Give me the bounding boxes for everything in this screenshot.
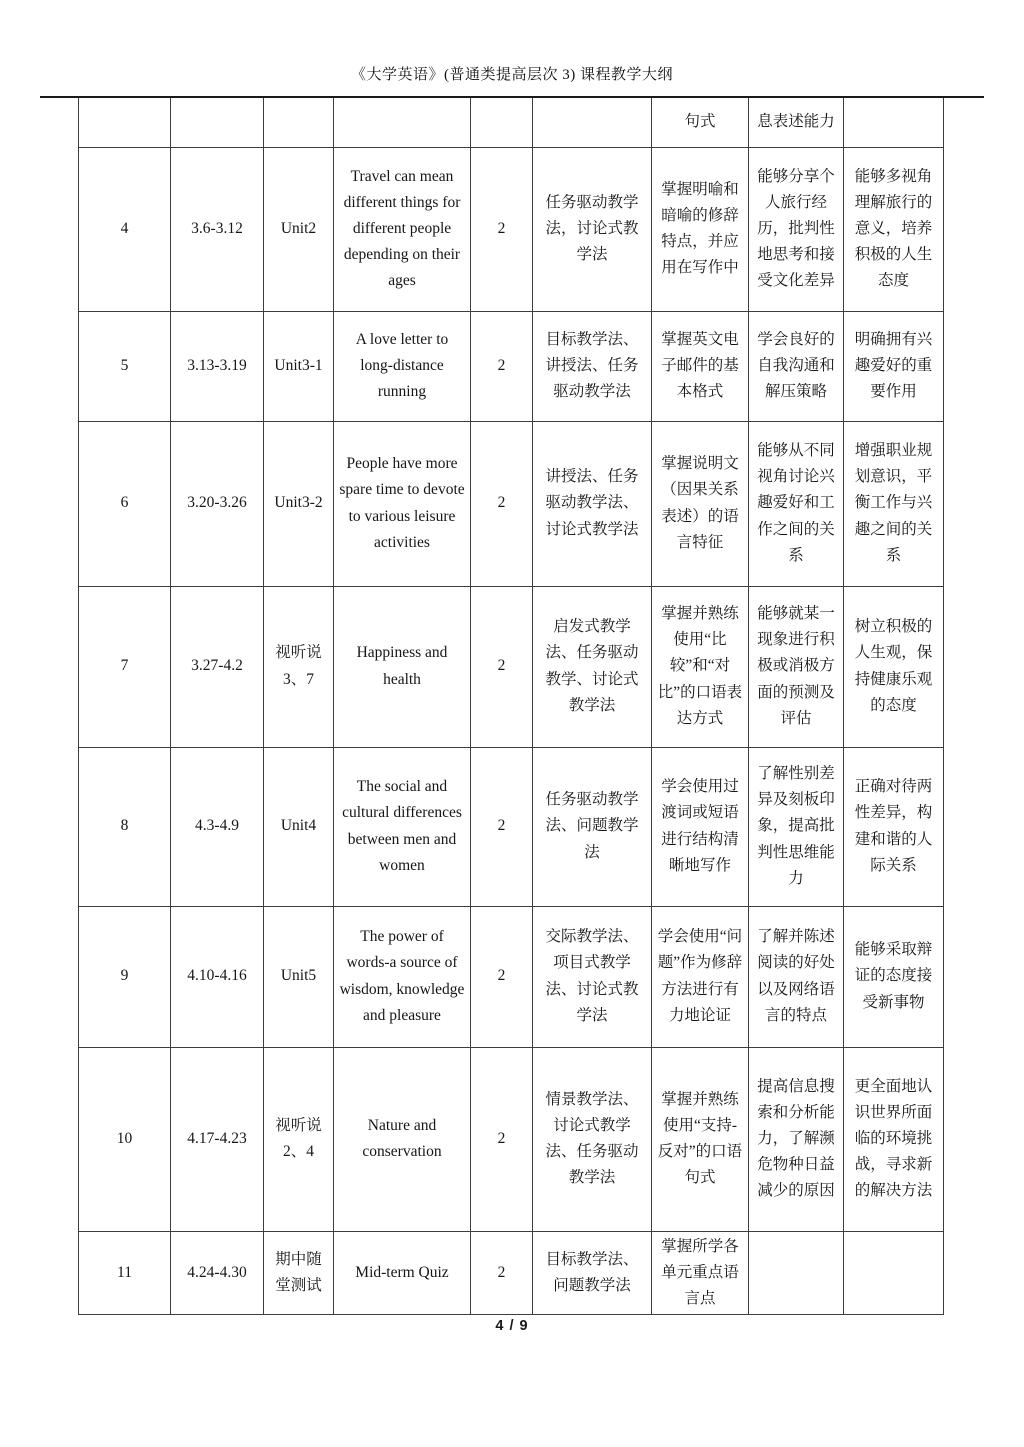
cell-unit: 视听说 2、4 — [264, 1047, 334, 1231]
cell-topic: The social and cultural differences between men and women — [334, 747, 471, 906]
cell-dates: 3.6-3.12 — [171, 147, 264, 311]
cell-unit: 期中随堂测试 — [264, 1231, 334, 1314]
cell-ability-objective: 学会良好的自我沟通和解压策略 — [749, 311, 844, 421]
cell-quality-objective — [844, 98, 944, 147]
cell-week: 7 — [79, 586, 171, 747]
cell-hours: 2 — [471, 586, 533, 747]
cell-hours: 2 — [471, 906, 533, 1047]
syllabus-table — [78, 98, 944, 1315]
cell-week: 11 — [79, 1231, 171, 1314]
cell-unit: Unit3-2 — [264, 421, 334, 586]
cell-dates: 3.20-3.26 — [171, 421, 264, 586]
cell-quality-objective: 正确对待两性差异，构建和谐的人际关系 — [844, 747, 944, 906]
cell-topic: People have more spare time to devote to various leisure activities — [334, 421, 471, 586]
cell-methods: 交际教学法、项目式教学法、讨论式教学法 — [533, 906, 652, 1047]
table-row — [79, 586, 944, 747]
cell-week: 10 — [79, 1047, 171, 1231]
cell-knowledge-objective: 句式 — [652, 98, 749, 147]
cell-unit: 视听说 3、7 — [264, 586, 334, 747]
cell-week: 6 — [79, 421, 171, 586]
cell-quality-objective: 明确拥有兴趣爱好的重要作用 — [844, 311, 944, 421]
table-row — [79, 906, 944, 1047]
cell-dates: 4.24-4.30 — [171, 1231, 264, 1314]
cell-hours — [471, 98, 533, 147]
cell-week: 9 — [79, 906, 171, 1047]
cell-quality-objective: 增强职业规划意识，平衡工作与兴趣之间的关系 — [844, 421, 944, 586]
cell-ability-objective: 能够分享个人旅行经历，批判性地思考和接受文化差异 — [749, 147, 844, 311]
cell-week: 5 — [79, 311, 171, 421]
cell-quality-objective: 更全面地认识世界所面临的环境挑战，寻求新的解决方法 — [844, 1047, 944, 1231]
cell-knowledge-objective: 掌握所学各单元重点语言点 — [652, 1231, 749, 1314]
cell-dates: 4.10-4.16 — [171, 906, 264, 1047]
cell-hours: 2 — [471, 311, 533, 421]
cell-ability-objective: 提高信息搜索和分析能力，了解濒危物种日益减少的原因 — [749, 1047, 844, 1231]
cell-ability-objective: 能够就某一现象进行积极或消极方面的预测及评估 — [749, 586, 844, 747]
cell-methods: 讲授法、任务驱动教学法、讨论式教学法 — [533, 421, 652, 586]
table-row — [79, 1231, 944, 1314]
cell-hours: 2 — [471, 421, 533, 586]
cell-methods: 任务驱动教学法，讨论式教学法 — [533, 147, 652, 311]
cell-topic: Happiness and health — [334, 586, 471, 747]
cell-knowledge-objective: 掌握并熟练使用“支持-反对”的口语句式 — [652, 1047, 749, 1231]
cell-ability-objective: 息表述能力 — [749, 98, 844, 147]
cell-topic: Nature and conservation — [334, 1047, 471, 1231]
cell-knowledge-objective: 掌握并熟练使用“比较”和“对比”的口语表达方式 — [652, 586, 749, 747]
cell-methods: 启发式教学法、任务驱动教学、讨论式教学法 — [533, 586, 652, 747]
cell-hours: 2 — [471, 1047, 533, 1231]
cell-unit: Unit5 — [264, 906, 334, 1047]
cell-ability-objective — [749, 1231, 844, 1314]
cell-methods: 情景教学法、讨论式教学法、任务驱动教学法 — [533, 1047, 652, 1231]
cell-knowledge-objective: 掌握明喻和暗喻的修辞特点，并应用在写作中 — [652, 147, 749, 311]
cell-week: 4 — [79, 147, 171, 311]
cell-week — [79, 98, 171, 147]
cell-ability-objective: 了解并陈述阅读的好处以及网络语言的特点 — [749, 906, 844, 1047]
page-number: 4 / 9 — [495, 1318, 529, 1334]
cell-methods: 任务驱动教学法、问题教学法 — [533, 747, 652, 906]
cell-hours: 2 — [471, 147, 533, 311]
table-row — [79, 147, 944, 311]
cell-quality-objective: 能够采取辩证的态度接受新事物 — [844, 906, 944, 1047]
cell-dates — [171, 98, 264, 147]
cell-quality-objective — [844, 1231, 944, 1314]
cell-topic: Travel can mean different things for different people depending on their ages — [334, 147, 471, 311]
cell-topic: A love letter to long-distance running — [334, 311, 471, 421]
table-row — [79, 421, 944, 586]
cell-unit: Unit4 — [264, 747, 334, 906]
cell-topic: Mid-term Quiz — [334, 1231, 471, 1314]
cell-topic — [334, 98, 471, 147]
cell-hours: 2 — [471, 1231, 533, 1314]
cell-unit — [264, 98, 334, 147]
cell-ability-objective: 能够从不同视角讨论兴趣爱好和工作之间的关系 — [749, 421, 844, 586]
cell-topic: The power of words-a source of wisdom, knowledge and pleasure — [334, 906, 471, 1047]
cell-methods: 目标教学法、问题教学法 — [533, 1231, 652, 1314]
table-row-continuation — [79, 98, 944, 147]
cell-knowledge-objective: 掌握英文电子邮件的基本格式 — [652, 311, 749, 421]
cell-unit: Unit2 — [264, 147, 334, 311]
table-row — [79, 311, 944, 421]
cell-methods — [533, 98, 652, 147]
table-row — [79, 1047, 944, 1231]
cell-dates: 4.3-4.9 — [171, 747, 264, 906]
cell-quality-objective: 树立积极的人生观，保持健康乐观的态度 — [844, 586, 944, 747]
cell-quality-objective: 能够多视角理解旅行的意义，培养积极的人生态度 — [844, 147, 944, 311]
cell-unit: Unit3-1 — [264, 311, 334, 421]
page-title: 《大学英语》(普通类提高层次 3) 课程教学大纲 — [351, 67, 673, 83]
table-row — [79, 747, 944, 906]
cell-week: 8 — [79, 747, 171, 906]
cell-ability-objective: 了解性别差异及刻板印象，提高批判性思维能力 — [749, 747, 844, 906]
cell-knowledge-objective: 学会使用过渡词或短语进行结构清晰地写作 — [652, 747, 749, 906]
cell-dates: 4.17-4.23 — [171, 1047, 264, 1231]
cell-knowledge-objective: 学会使用“问题”作为修辞方法进行有力地论证 — [652, 906, 749, 1047]
cell-dates: 3.27-4.2 — [171, 586, 264, 747]
cell-hours: 2 — [471, 747, 533, 906]
cell-dates: 3.13-3.19 — [171, 311, 264, 421]
cell-knowledge-objective: 掌握说明文（因果关系表述）的语言特征 — [652, 421, 749, 586]
cell-methods: 目标教学法、讲授法、任务驱动教学法 — [533, 311, 652, 421]
